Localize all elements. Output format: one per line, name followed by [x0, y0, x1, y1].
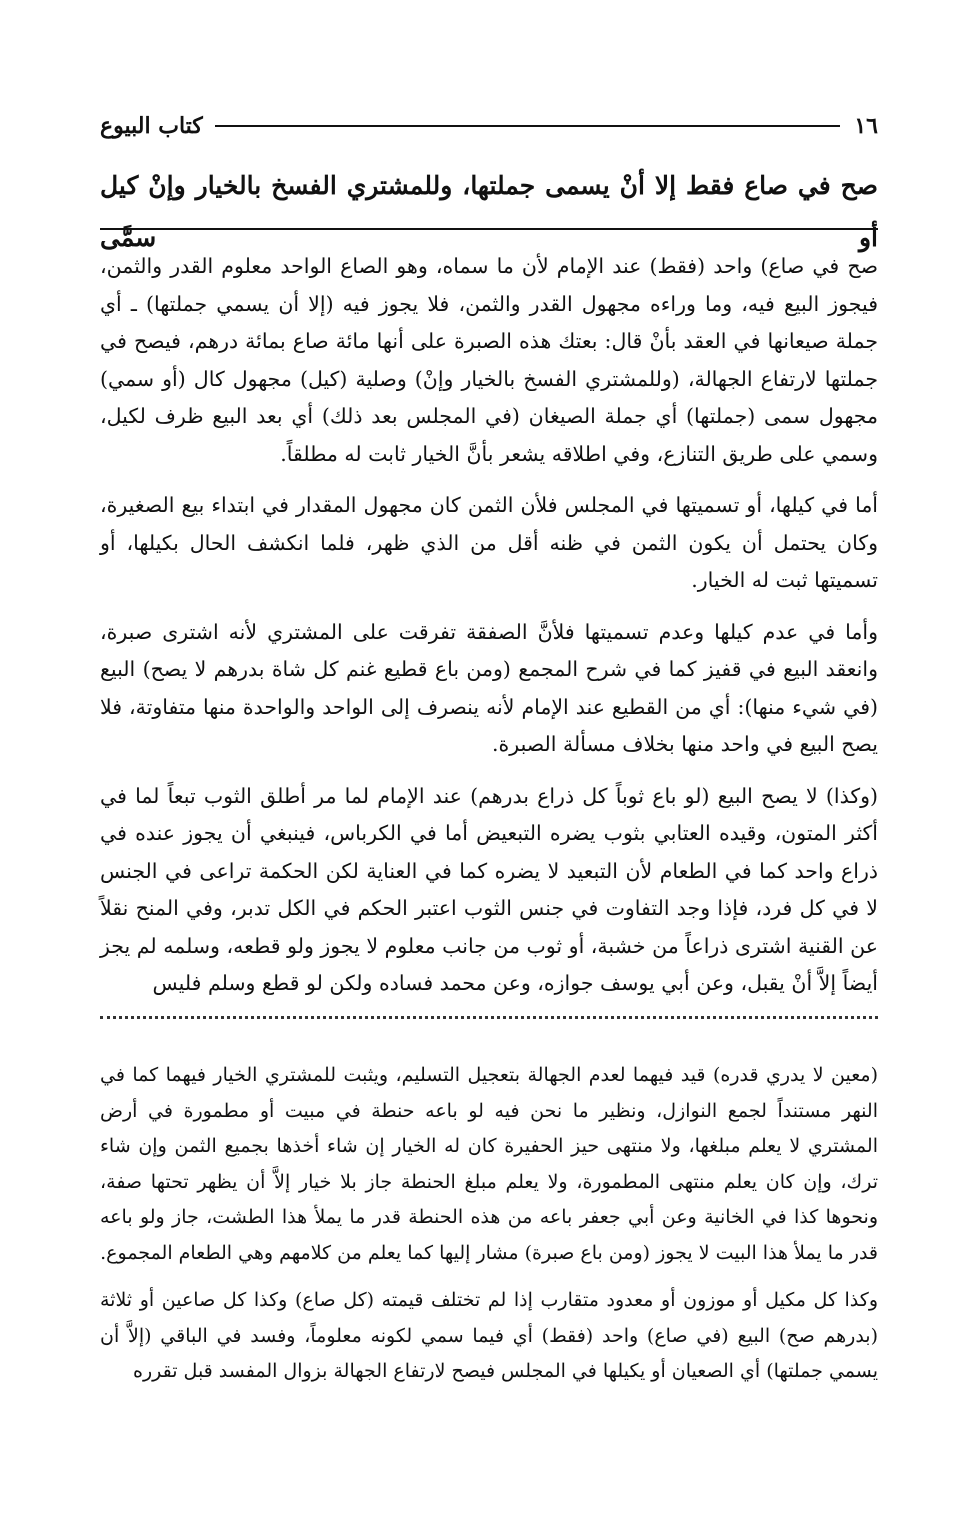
footnote-separator: [100, 1016, 878, 1019]
page-number: ١٦: [854, 113, 878, 139]
commentary-section: [100, 248, 878, 1017]
commentary-paragraph: أما في كيلها، أو تسميتها في المجلس فلأن الثمن كان مجهول المقدار في ابتداء بيع الصغيرة، وكان يحتمل أن يكون الثمن في ظنه أقل من الذي ظهر، فلما انكشف الحال بكيلها، أو تسميتها ثبت له الخيار.: [100, 493, 878, 592]
matn-divider: [100, 228, 878, 230]
commentary-paragraph: وأما في عدم كيلها وعدم تسميتها فلأنَّ الصفقة تفرقت على المشتري لأنه اشترى صبرة، وانعقد البيع في قفيز كما في شرح المجمع (ومن باع قطيع غنم كل شاة بدرهم لا يصح) البيع (في شيء منها): أي من القطيع عند الإمام لأنه ينصرف إلى الواحد والواحدة منها متفاوتة، فلا يصح البيع في واحد منها بخلاف مسألة الصبرة.: [100, 619, 878, 756]
running-header: [100, 108, 878, 144]
book-title: كتاب البيوع: [100, 113, 203, 139]
header-rule: [215, 125, 841, 127]
gloss-paragraph: وكذا كل مكيل أو موزون أو معدود متقارب إذا لم تختلف قيمته (كل صاع) وكذا كل صاعين أو ثلاثة (بدرهم صح) البيع (في صاع) واحد (فقط) أي فيما سمي لكونه معلوماً، وفسد في الباقي (إلاَّ أن يسمي جملتها) أي الصعيان أو يكيلها في المجلس فيصح لارتفاع الجهالة بزوال المفسد قبل تقرره: [100, 1289, 878, 1382]
matn-text: صح في صاع فقط إلا أنْ يسمى جملتها، وللمشتري الفسخ بالخيار وإنْ كيل أو سمَّى: [100, 171, 878, 252]
commentary-paragraph: (وكذا) لا يصح البيع (لو باع ثوباً كل ذراع بدرهم) عند الإمام لما مر أطلق الثوب تبعاً لما في أكثر المتون، وقيده العتابي بثوب يضره التبعيض أما في الكرباس، فينبغي أن يجوز عنده في ذراع واحد كما في الطعام لأن التبعيد لا يضره كما في العناية لكن الحكمة تراعى في الجنس لا في كل فرد، فإذا وجد التفاوت في جنس الثوب اعتبر الحكم في الكل تدبر، وفي المنح نقلاً عن القنية اشترى ذراعاً من خشبة، أو ثوب من جانب معلوم لا يجوز ولو قطعه، وسلمه لم يجز أيضاً إلاَّ أنْ يقبل، وعن أبي يوسف جوازه، وعن محمد فساده ولكن لو قطع وسلم فليس: [100, 783, 878, 995]
gloss-paragraph: (معين لا يدري قدره) قيد فيهما لعدم الجهالة بتعجيل التسليم، ويثبت للمشتري الخيار فيهما كما في النهر مستنداً لجمع النوازل، ونظير ما نحن فيه لو باعه حنطة في مبيت أو مطمورة في أرض المشتري لا يعلم مبلغها، ولا منتهى حيز الحفيرة كان له الخيار إن شاء أخذها بجميع الثمن وإن شاء ترك، وإن كان يعلم منتهى المطمورة، ولا يعلم مبلغ الحنطة جاز بلا خيار إلاَّ أن يظهر تحتها صفة، ونحوها كذا في الخانية وعن أبي جعفر باعه من هذه الحنطة قدر ما يملأ هذا الطشت، جاز ولو باعه قدر ما يملأ هذا البيت لا يجوز (ومن باع صبرة) مشار إليها كما يعلم من كلامهم وهي الطعام المجموع.: [100, 1064, 878, 1264]
commentary-paragraph: صح في صاع) واحد (فقط) عند الإمام لأن ما سماه، وهو الصاع الواحد معلوم القدر والثمن، فيجوز البيع فيه، وما وراءه مجهول القدر والثمن، فلا يجوز فيه (إلا أن يسمي جملتها) ـ أي جملة صيعانها في العقد بأنْ قال: بعتك هذه الصبرة على أنها مائة صاع بمائة درهم، فيصح في جملتها لارتفاع الجهالة، (وللمشتري الفسخ بالخيار وإنْ) وصلية (كيل) مجهول كال (أو سمي) مجهول سمى (جملتها) أي جملة الصيغان (في المجلس بعد ذلك) أي بعد البيع ظرف لكيل، وسمي على طريق التنازع، وفي اطلاقه يشعر بأنَّ الخيار ثابت له مطلقاً.: [100, 254, 878, 466]
marginal-gloss-section: [100, 1058, 878, 1402]
